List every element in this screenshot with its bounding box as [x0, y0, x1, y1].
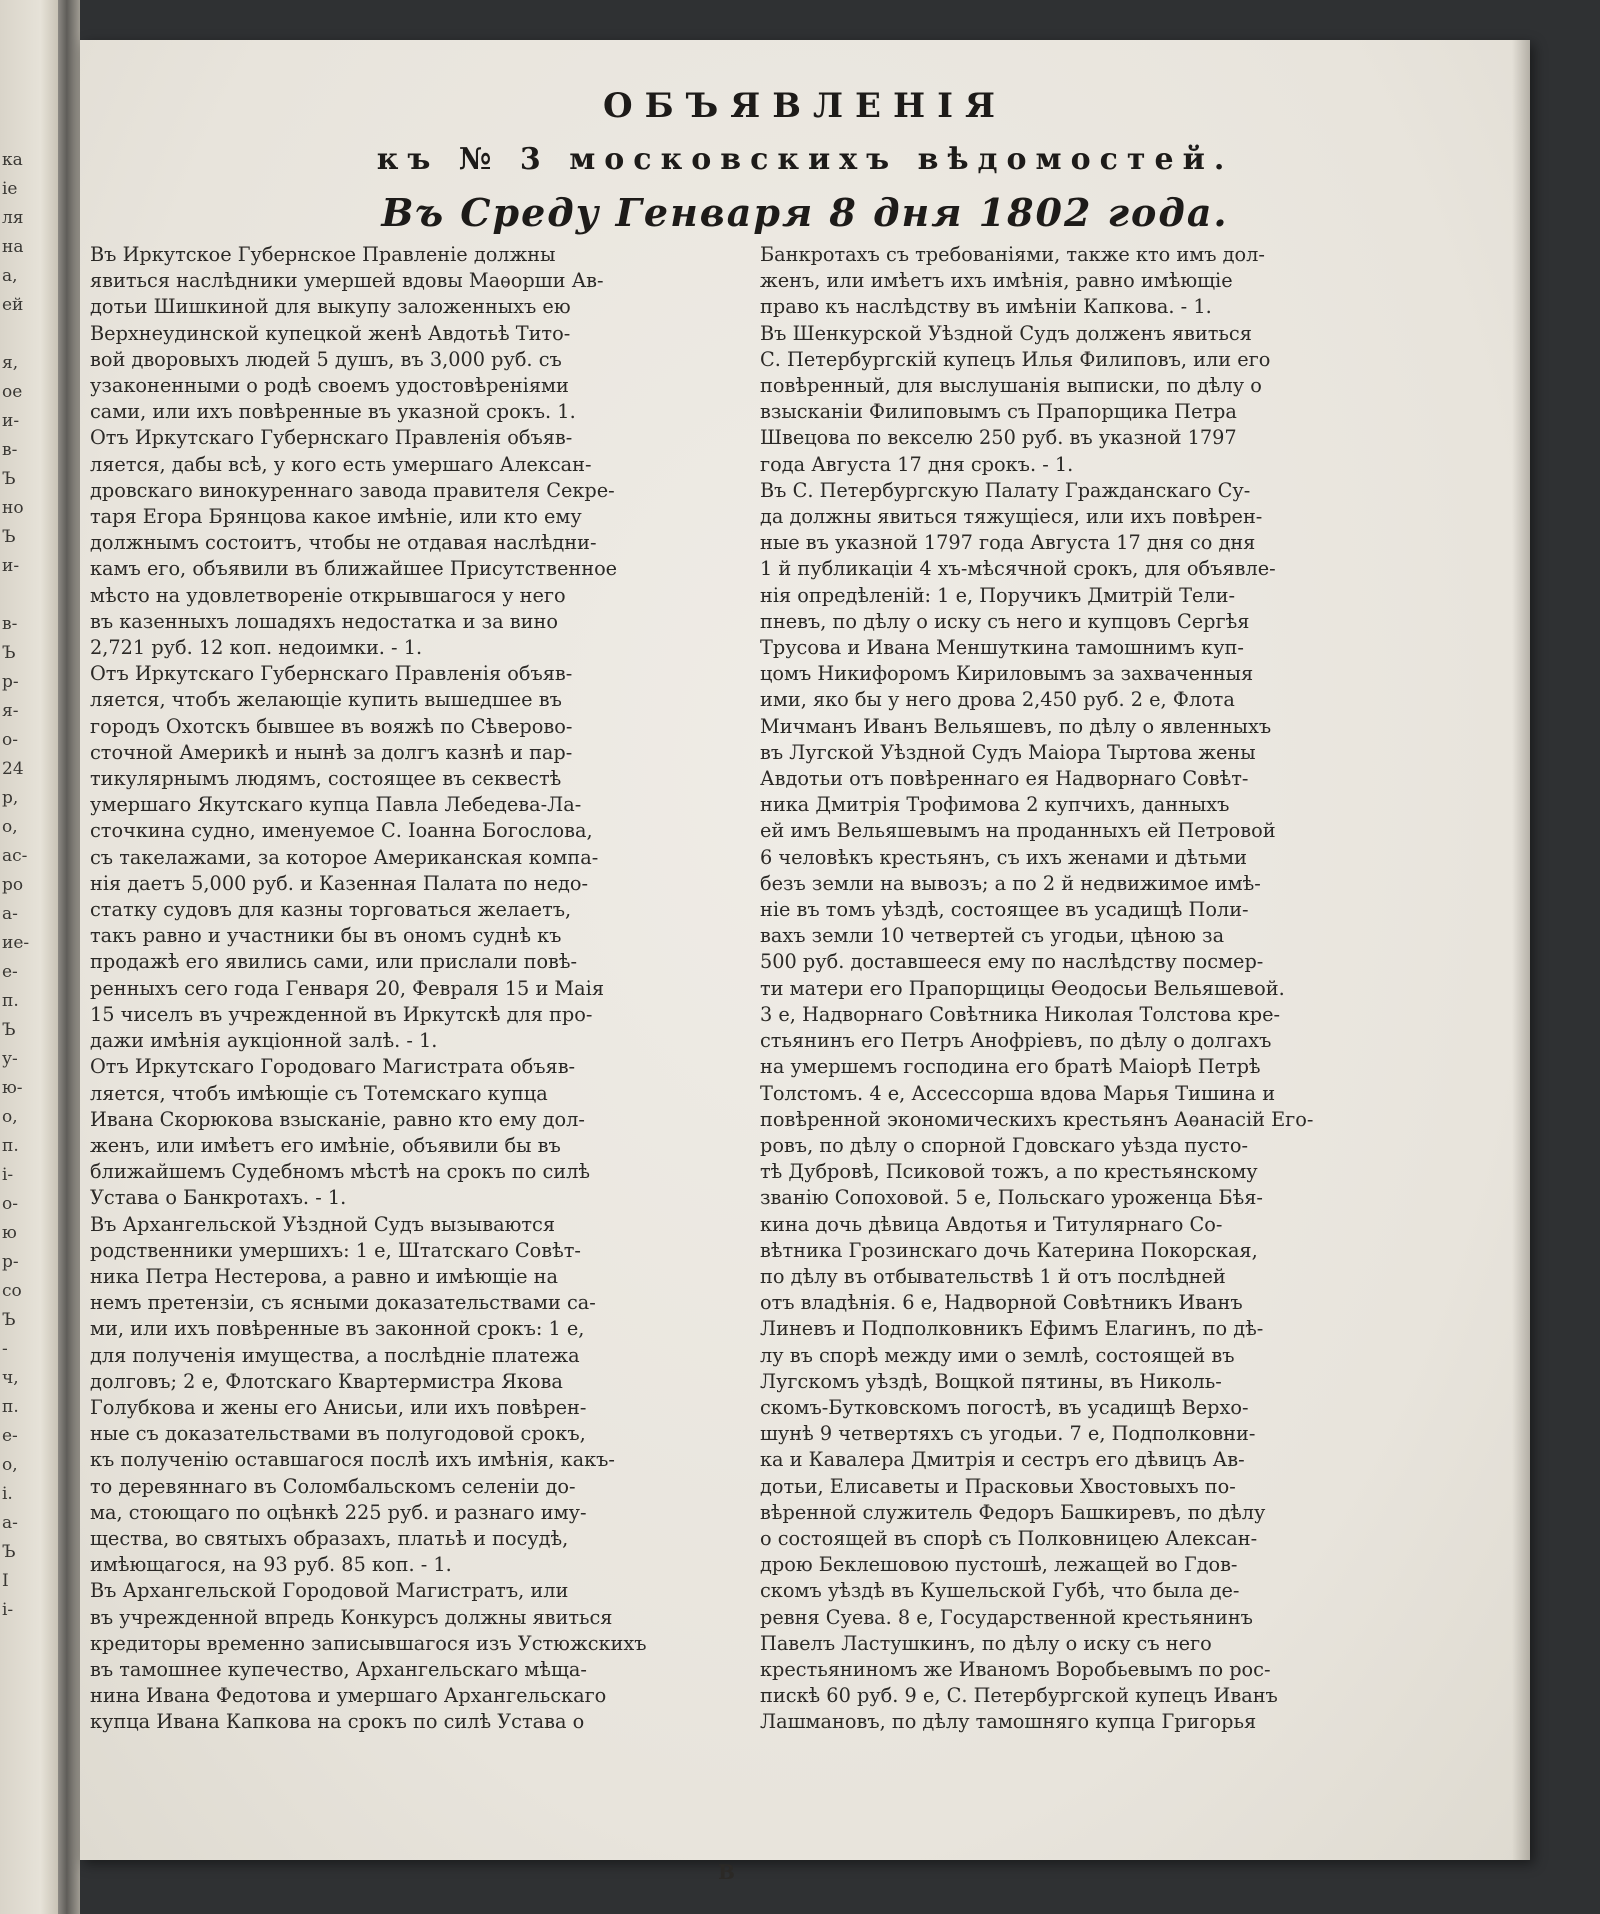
text-line: цомъ Никифоромъ Кириловымъ за захваченныя [760, 662, 1254, 686]
previous-page-fragment: і. [2, 1484, 13, 1504]
text-line: камъ его, объявили въ ближайшее Присутственное [90, 557, 618, 581]
previous-page-fragment: Ъ [2, 1020, 16, 1040]
previous-page-fragment: р- [2, 1252, 19, 1272]
text-line: 1 й публикаціи 4 хъ-мѣсячной срокъ, для объявле- [760, 557, 1276, 581]
text-line: Въ Иркутское Губернское Правленіе должны [90, 243, 556, 266]
text-line: Отъ Иркутскаго Городоваго Магистрата объяв- [90, 1055, 576, 1079]
text-line: ми, или ихъ повѣренные въ законной срокъ: 1 е, [90, 1317, 585, 1341]
text-line: безъ земли на вывозъ; а по 2 й недвижимое имѣ- [760, 871, 1261, 895]
text-line: Въ Шенкурской Уѣздной Судъ долженъ явиться [760, 321, 1252, 345]
text-line: пневъ, по дѣлу о иску съ него и купцовъ Сергѣя [760, 609, 1250, 633]
previous-page-fragment: I [2, 1571, 9, 1591]
text-line: статку судовъ для казны торговаться желаетъ, [90, 898, 572, 922]
text-line: да должны явиться тяжущіеся, или ихъ повѣрен- [760, 505, 1263, 529]
previous-page-fragment: п. [2, 1397, 19, 1417]
previous-page-fragment: в- [2, 440, 18, 460]
page-right-edge [1512, 40, 1530, 1860]
previous-page-fragment: у- [2, 1049, 18, 1069]
previous-page-fragment: я, [2, 353, 19, 373]
catchword: В [718, 1860, 735, 1884]
text-line: женъ, или имѣетъ ихъ имѣнія, равно имѣющіе [760, 269, 1233, 293]
text-line: С. Петербургскій купецъ Илья Филиповъ, или его [760, 347, 1271, 371]
previous-page-fragment: ро [2, 875, 24, 895]
previous-page-edge [0, 0, 58, 1914]
text-line: Устава о Банкротахъ. - 1. [90, 1186, 347, 1210]
previous-page-fragment: п. [2, 991, 19, 1011]
previous-page-fragment: п. [2, 1136, 19, 1156]
previous-page-fragment: Ъ [2, 643, 16, 663]
left-column [90, 242, 755, 1736]
text-line: 2,721 руб. 12 коп. недоимки. - 1. [90, 636, 423, 660]
previous-page-fragment: ое [2, 382, 23, 402]
text-line: тикулярнымъ людямъ, состоящее въ секвестѣ [90, 767, 562, 791]
previous-page-fragment: ка [2, 150, 23, 170]
previous-page-fragment: а, [2, 266, 18, 286]
previous-page-fragment: - [2, 1339, 8, 1359]
text-line: нина Ивана Федотова и умершаго Архангельскаго [90, 1684, 607, 1708]
book-gutter [58, 0, 80, 1914]
previous-page-fragment: ю [2, 1223, 17, 1243]
text-line: Линевъ и Подполковникъ Ефимъ Елагинъ, по дѣ- [760, 1317, 1264, 1341]
text-line: сточкина судно, именуемое С. Іоанна Богослова, [90, 819, 593, 843]
text-line: узаконенными о родѣ своемъ удостовѣреніями [90, 374, 569, 398]
text-line: дотьи, Елисаветы и Прасковьи Хвостовыхъ по- [760, 1474, 1236, 1498]
previous-page-fragment: о- [2, 1194, 18, 1214]
text-line: сами, или ихъ повѣренные въ указной срокъ. 1. [90, 400, 576, 424]
text-line: дрою Беклешовою пустошѣ, лежащей во Гдов- [760, 1553, 1238, 1577]
text-line: ими, яко бы у него дрова 2,450 руб. 2 е, Флота [760, 688, 1235, 712]
text-line: Въ Архангельской Городовой Магистратъ, или [90, 1579, 569, 1603]
page-subtitle: къ № 3 московскихъ вѣдомостей. [376, 142, 1234, 177]
text-line: съ такелажами, за которое Американская компа- [90, 845, 599, 869]
text-line: дровскаго винокуреннаго завода правителя Секре- [90, 478, 615, 502]
text-line: ляется, дабы всѣ, у кого есть умершаго Алексан- [90, 452, 592, 476]
text-line: Трусова и Ивана Меншуткина тамошнимъ куп- [760, 636, 1244, 660]
text-line: скомъ-Бутковскомъ погостѣ, въ усадищѣ Верхо- [760, 1395, 1249, 1419]
previous-page-fragment: е- [2, 1426, 18, 1446]
text-line: кина дочь дѣвица Авдотья и Титулярнаго Со- [760, 1212, 1223, 1236]
text-line: въ учрежденной впредь Конкурсъ должны явиться [90, 1605, 613, 1629]
text-line: ближайшемъ Судебномъ мѣстѣ на срокъ по силѣ [90, 1160, 590, 1184]
text-line: ма, стоющаго по оцѣнкѣ 225 руб. и разнаго иму- [90, 1500, 587, 1524]
text-line: повѣренной экономическихъ крестьянъ Аѳанасій Его- [760, 1107, 1314, 1131]
text-line: ляется, чтобъ желающіе купить вышедшее въ [90, 688, 562, 712]
text-line: немъ претензіи, съ ясными доказательствами са- [90, 1291, 596, 1315]
text-line: Толстомъ. 4 е, Ассессорша вдова Марья Тишина и [760, 1081, 1276, 1105]
text-line: вахъ земли 10 четвертей съ угодьи, цѣною за [760, 924, 1225, 948]
text-line: на умершемъ господина его братѣ Маіорѣ Петрѣ [760, 1055, 1261, 1079]
text-line: Въ Архангельской Уѣздной Судъ вызываются [90, 1212, 556, 1236]
previous-page-fragment: о- [2, 730, 18, 750]
text-line: 15 чиселъ въ учрежденной въ Иркутскѣ для про- [90, 1002, 593, 1026]
text-line: ные съ доказательствами въ полугодовой срокъ, [90, 1422, 586, 1446]
text-line: къ полученію оставшагося послѣ ихъ имѣнія, какъ- [90, 1448, 615, 1472]
text-line: Отъ Иркутскаго Губернскаго Правленія объяв- [90, 662, 573, 686]
text-line: пискѣ 60 руб. 9 е, С. Петербургской купецъ Иванъ [760, 1684, 1278, 1708]
previous-page-fragment: и- [2, 556, 20, 576]
text-line: крестьяниномъ же Иваномъ Воробьевымъ по рос- [760, 1657, 1271, 1681]
text-line: ника Дмитрія Трофимова 2 купчихъ, данныхъ [760, 793, 1230, 817]
text-line: Мичманъ Иванъ Вельяшевъ, по дѣлу о явленныхъ [760, 714, 1272, 738]
text-line: должнымъ состоитъ, чтобы не отдавая наслѣдни- [90, 531, 597, 555]
text-line: ка и Кавалера Дмитрія и сестръ его дѣвицъ Ав- [760, 1448, 1245, 1472]
previous-page-fragment: і- [2, 1165, 14, 1185]
text-line: дотьи Шишкиной для выкупу заложенныхъ ею [90, 295, 571, 319]
text-line: 500 руб. доставшееся ему по наслѣдству посмер- [760, 950, 1264, 974]
text-line: вой дворовыхъ людей 5 душъ, въ 3,000 руб. съ [90, 347, 562, 371]
previous-page-fragment: іе [2, 179, 18, 199]
previous-page-fragment: і- [2, 1600, 14, 1620]
text-line: 3 е, Надворнаго Совѣтника Николая Толстова кре- [760, 1002, 1281, 1026]
text-line: Лашмановъ, по дѣлу тамошняго купца Григорья [760, 1710, 1257, 1734]
text-line: по дѣлу въ отбывательствѣ 1 й отъ послѣдней [760, 1264, 1226, 1288]
previous-page-fragment: а- [2, 1513, 18, 1533]
right-column [760, 242, 1450, 1736]
previous-page-fragment: 24 [2, 759, 24, 779]
text-line: ровъ, по дѣлу о спорной Гдовскаго уѣзда пусто- [760, 1133, 1248, 1157]
text-line: Лугскомъ уѣздѣ, Вощкой пятины, въ Николь- [760, 1369, 1222, 1393]
text-line: ревня Суева. 8 е, Государственной крестьянинъ [760, 1605, 1253, 1629]
text-line: ляется, чтобъ имѣющіе съ Тотемскаго купца [90, 1081, 548, 1105]
previous-page-fragment: р- [2, 672, 19, 692]
previous-page-fragment: в- [2, 614, 18, 634]
text-line: нія даетъ 5,000 руб. и Казенная Палата по недо- [90, 871, 589, 895]
text-line: право къ наслѣдству въ имѣніи Капкова. - 1. [760, 295, 1212, 319]
previous-page-fragment: ас- [2, 846, 28, 866]
text-line: умершаго Якутскаго купца Павла Лебедева-Ла- [90, 793, 582, 817]
text-line: скомъ уѣздѣ въ Кушельской Губѣ, что была де- [760, 1579, 1240, 1603]
text-line: мѣсто на удовлетвореніе открывшагося у него [90, 583, 566, 607]
text-line: Павелъ Ластушкинъ, по дѣлу о иску съ него [760, 1631, 1212, 1655]
text-line: ренныхъ сего года Генваря 20, Февраля 15 и Маія [90, 976, 604, 1000]
text-line: Въ С. Петербургскую Палату Гражданскаго Су- [760, 478, 1251, 502]
text-line: тѣ Дубровѣ, Псиковой тожъ, а по крестьянскому [760, 1160, 1258, 1184]
previous-page-fragment: я- [2, 701, 19, 721]
text-line: въ казенныхъ лошадяхъ недостатка и за вино [90, 609, 558, 633]
text-line: въ тамошнее купечество, Архангельскаго мѣща- [90, 1657, 587, 1681]
text-line: Банкротахъ съ требованіями, также кто имъ дол- [760, 243, 1265, 266]
text-line: вѣренной служитель Федоръ Башкиревъ, по дѣлу [760, 1500, 1266, 1524]
text-line: женъ, или имѣетъ его имѣніе, объявили бы въ [90, 1133, 561, 1157]
text-line: вѣтника Грозинскаго дочь Катерина Покорская, [760, 1238, 1258, 1262]
previous-page-fragment: е- [2, 962, 18, 982]
previous-page-fragment: ей [2, 295, 24, 315]
text-line: дажи имѣнія аукціонной залѣ. - 1. [90, 1029, 438, 1053]
text-line: нія опредѣленій: 1 е, Поручикъ Дмитрій Тели- [760, 583, 1235, 607]
previous-page-fragment: ие- [2, 933, 30, 953]
text-line: ные въ указной 1797 года Августа 17 дня со дня [760, 531, 1256, 555]
previous-page-fragment: ч, [2, 1368, 19, 1388]
previous-page-fragment: но [2, 498, 24, 518]
text-line: Авдотьи отъ повѣреннаго ея Надворнаго Совѣт- [760, 767, 1249, 791]
text-line: лу въ спорѣ между ими о землѣ, состоящей въ [760, 1343, 1235, 1367]
text-line: стьянинъ его Петръ Анофріевъ, по дѣлу о долгахъ [760, 1029, 1272, 1053]
text-line: долговъ; 2 е, Флотскаго Квартермистра Якова [90, 1369, 563, 1393]
text-line: таря Егора Брянцова какое имѣніе, или кто ему [90, 505, 582, 529]
previous-page-fragment: о, [2, 817, 18, 837]
text-line: Отъ Иркутскаго Губернскаго Правленія объяв- [90, 426, 573, 450]
previous-page-fragment: ля [2, 208, 24, 228]
text-line: родственники умершихъ: 1 е, Штатскаго Совѣт- [90, 1238, 581, 1262]
text-line: отъ владѣнія. 6 е, Надворной Совѣтникъ Иванъ [760, 1291, 1243, 1315]
previous-page-fragment: Ъ [2, 469, 16, 489]
text-line: званію Сопоховой. 5 е, Польскаго уроженца Бѣя- [760, 1186, 1263, 1210]
text-line: ей имъ Вельяшевымъ на проданныхъ ей Петровой [760, 819, 1276, 843]
text-line: взысканіи Филиповымъ съ Прапорщика Петра [760, 400, 1237, 424]
previous-page-fragment: на [2, 237, 24, 257]
text-line: о состоящей въ спорѣ съ Полковницею Алексан- [760, 1526, 1258, 1550]
text-line: ти матери его Прапорщицы Ѳеодосьи Вельяшевой. [760, 976, 1285, 1000]
text-line: шунѣ 9 четвертяхъ съ угодьи. 7 е, Подполковни- [760, 1422, 1256, 1446]
previous-page-fragment: Ъ [2, 1542, 16, 1562]
previous-page-fragment: и- [2, 411, 20, 431]
text-line: городъ Охотскъ бывшее въ вояжѣ по Сѣверово- [90, 714, 573, 738]
previous-page-fragment: Ъ [2, 1310, 16, 1330]
text-line: сточной Америкѣ и нынѣ за долгъ казнѣ и пар- [90, 740, 573, 764]
text-line: имѣющагося, на 93 руб. 85 коп. - 1. [90, 1553, 452, 1577]
text-line: Голубкова и жены его Анисьи, или ихъ повѣрен- [90, 1395, 587, 1419]
text-line: повѣренный, для выслушанія выписки, по дѣлу о [760, 374, 1262, 398]
text-line: для полученія имущества, а послѣдніе платежа [90, 1343, 580, 1367]
text-line: Швецова по векселю 250 руб. въ указной 1797 [760, 426, 1237, 450]
text-line: такъ равно и участники бы въ ономъ суднѣ къ [90, 924, 562, 948]
previous-page-fragment: о, [2, 1107, 18, 1127]
text-line: купца Ивана Капкова на срокъ по силѣ Устава о [90, 1710, 585, 1734]
text-line: кредиторы временно записывшагося изъ Устюжскихъ [90, 1631, 647, 1655]
text-line: Верхнеудинской купецкой женѣ Авдотьѣ Тито- [90, 321, 571, 345]
previous-page-fragment: а- [2, 904, 18, 924]
issue-date: Въ Среду Генваря 8 дня 1802 года. [381, 190, 1229, 235]
previous-page-fragment: р, [2, 788, 19, 808]
text-line: Ивана Скорюкова взысканіе, равно кто ему дол- [90, 1107, 585, 1131]
text-line: продажѣ его явились сами, или прислали повѣ- [90, 950, 578, 974]
text-line: щества, во святыхъ образахъ, платьѣ и посудѣ, [90, 1526, 569, 1550]
text-line: года Августа 17 дня срокъ. - 1. [760, 452, 1074, 476]
text-line: въ Лугской Уѣздной Судъ Маіора Тыртова жены [760, 740, 1256, 764]
text-line: 6 человѣкъ крестьянъ, съ ихъ женами и дѣтьми [760, 845, 1247, 869]
text-line: то деревяннаго въ Соломбальскомъ селеніи до- [90, 1474, 576, 1498]
newspaper-page [80, 40, 1530, 1884]
previous-page-fragment: Ъ [2, 527, 16, 547]
previous-page-fragment: ю- [2, 1078, 23, 1098]
text-line: ніе въ томъ уѣздѣ, состоящее въ усадищѣ Поли- [760, 898, 1249, 922]
text-line: явиться наслѣдники умершей вдовы Маѳорши Ав- [90, 269, 604, 293]
page-title: ОБЪЯВЛЕНІЯ [603, 86, 1007, 126]
previous-page-fragment: о, [2, 1455, 18, 1475]
text-line: ника Петра Нестерова, а равно и имѣющіе на [90, 1264, 559, 1288]
previous-page-fragment: со [2, 1281, 22, 1301]
